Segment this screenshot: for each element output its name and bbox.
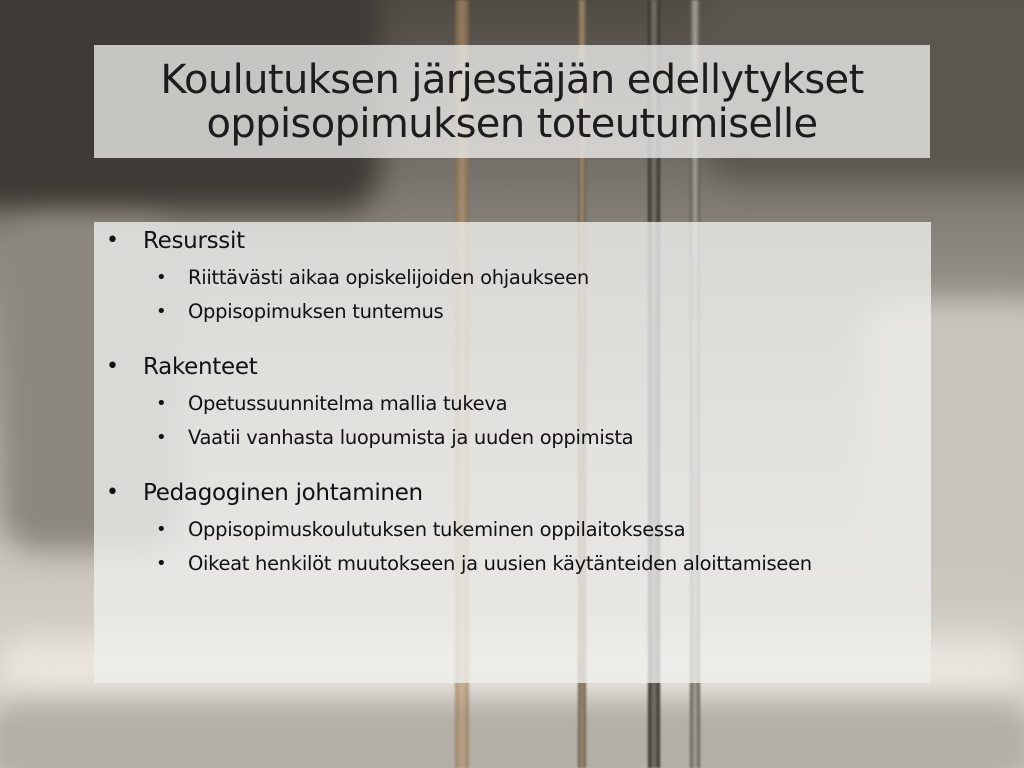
bullet-icon: • xyxy=(156,301,167,322)
bullet-level1 xyxy=(94,226,931,256)
bullet-level2 xyxy=(94,392,931,416)
bullet-level2 xyxy=(94,300,931,324)
bullet-text: Vaatii vanhasta luopumista ja uuden oppimista xyxy=(188,426,634,449)
section-label: Pedagoginen johtaminen xyxy=(143,480,423,506)
section-pedagoginen-johtaminen xyxy=(94,478,931,576)
slide-title-box xyxy=(94,45,930,158)
bullet-level2 xyxy=(94,518,931,542)
bullet-level1 xyxy=(94,478,931,508)
bullet-icon: • xyxy=(156,393,167,414)
section-rakenteet xyxy=(94,352,931,450)
bullet-icon: • xyxy=(106,354,119,379)
bullet-level2 xyxy=(94,426,931,450)
bullet-icon: • xyxy=(156,553,167,574)
bullet-level2 xyxy=(94,552,931,576)
section-resurssit xyxy=(94,226,931,324)
bullet-level2 xyxy=(94,266,931,290)
slide-content-box xyxy=(94,222,931,683)
bullet-level1 xyxy=(94,352,931,382)
bullet-text: Oppisopimuksen tuntemus xyxy=(188,300,444,323)
section-label: Resurssit xyxy=(143,228,245,254)
bullet-text: Opetussuunnitelma mallia tukeva xyxy=(188,392,508,415)
slide-title: Koulutuksen järjestäjän edellytykset oppisopimuksen toteutumiselle xyxy=(160,56,864,147)
bullet-icon: • xyxy=(156,519,167,540)
bullet-icon: • xyxy=(156,267,167,288)
bullet-icon: • xyxy=(156,427,167,448)
bullet-icon: • xyxy=(106,228,119,253)
bullet-text: Oppisopimuskoulutuksen tukeminen oppilaitoksessa xyxy=(188,518,686,541)
bullet-text: Oikeat henkilöt muutokseen ja uusien käytänteiden aloittamiseen xyxy=(188,552,812,575)
bullet-text: Riittävästi aikaa opiskelijoiden ohjaukseen xyxy=(188,266,589,289)
section-label: Rakenteet xyxy=(143,354,258,380)
bullet-icon: • xyxy=(106,480,119,505)
